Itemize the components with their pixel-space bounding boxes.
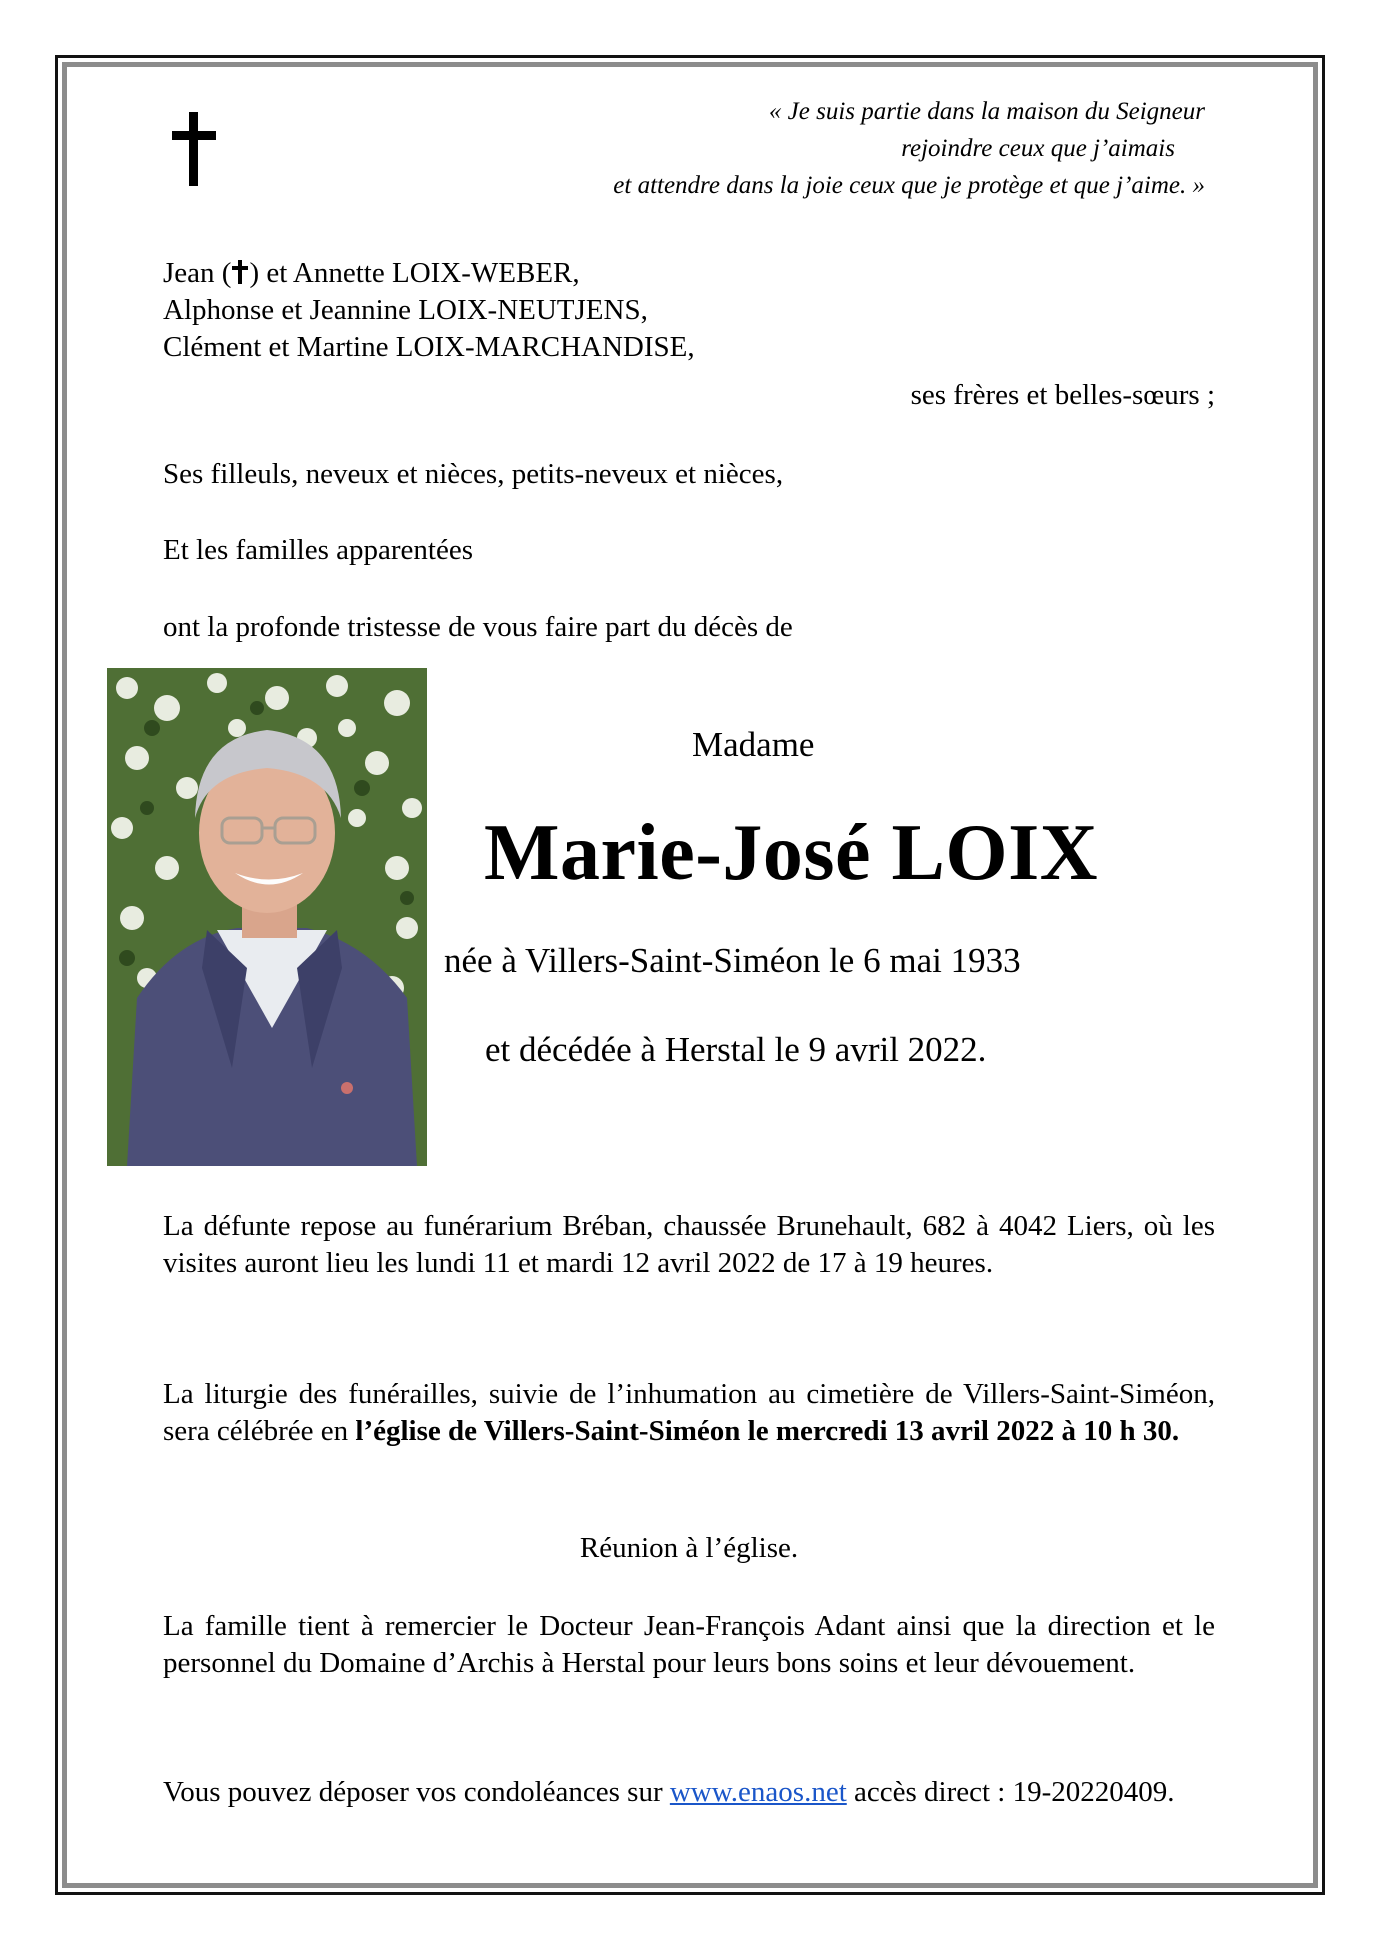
condolences-paragraph xyxy=(163,1774,1215,1811)
death-info: et décédée à Herstal le 9 avril 2022. xyxy=(485,1030,987,1069)
visitation-paragraph: La défunte repose au funérarium Bréban, chaussée Brunehault, 682 à 4042 Liers, où les visites auront lieu les lundi 11 et mardi 12 avril 2022 de 17 à 19 heures. xyxy=(163,1210,1215,1279)
quote-line-1: « Je suis partie dans la maison du Seigneur xyxy=(768,98,1205,125)
condolences-outro: accès direct : 19-20220409. xyxy=(846,1776,1175,1808)
liturgy-intro: La liturgie des funérailles, suivie de l’inhumation au cimetière de Villers-Saint-Siméon, sera célébrée en xyxy=(163,1378,1215,1447)
family-line-1-start: Jean ( xyxy=(163,257,232,289)
condolences-link[interactable]: www.enaos.net xyxy=(669,1776,847,1808)
family-line-2: Alphonse et Jeannine LOIX-NEUTJENS, xyxy=(163,294,648,326)
deceased-photo xyxy=(107,668,427,1166)
related-families-line: Et les familles apparentées xyxy=(163,534,474,566)
family-line-3: Clément et Martine LOIX-MARCHANDISE, xyxy=(163,331,695,363)
quote-line-3: et attendre dans la joie ceux que je protège et que j’aime. » xyxy=(613,172,1205,199)
announcement-line: ont la profonde tristesse de vous faire part du décès de xyxy=(163,611,793,643)
deceased-title: Madame xyxy=(692,725,815,764)
condolences-intro: Vous pouvez déposer vos condoléances sur xyxy=(163,1776,670,1808)
family-line-1-end: ) et Annette LOIX-WEBER, xyxy=(249,257,580,289)
birth-info: née à Villers-Saint-Siméon le 6 mai 1933 xyxy=(444,941,1021,980)
godchildren-line: Ses filleuls, neveux et nièces, petits-neveux et nièces, xyxy=(163,458,784,490)
thanks-paragraph: La famille tient à remercier le Docteur Jean-François Adant ainsi que la direction et le personnel du Domaine d’Archis à Herstal pour leurs bons soins et leur dévouement. xyxy=(163,1610,1215,1679)
cross-icon xyxy=(170,112,218,186)
reunion-line: Réunion à l’église. xyxy=(579,1532,799,1564)
liturgy-church-date: l’église de Villers-Saint-Siméon le mercredi 13 avril 2022 à 10 h 30. xyxy=(355,1415,1180,1447)
epigraph-quote xyxy=(445,93,1205,204)
family-line-1 xyxy=(163,255,580,292)
liturgy-paragraph xyxy=(163,1376,1215,1450)
quote-line-2: rejoindre ceux que j’aimais xyxy=(901,135,1175,162)
small-cross-icon xyxy=(231,259,249,285)
portrait-illustration xyxy=(107,668,427,1166)
family-relation: ses frères et belles-sœurs ; xyxy=(910,379,1215,411)
deceased-name: Marie-José LOIX xyxy=(484,809,1099,897)
